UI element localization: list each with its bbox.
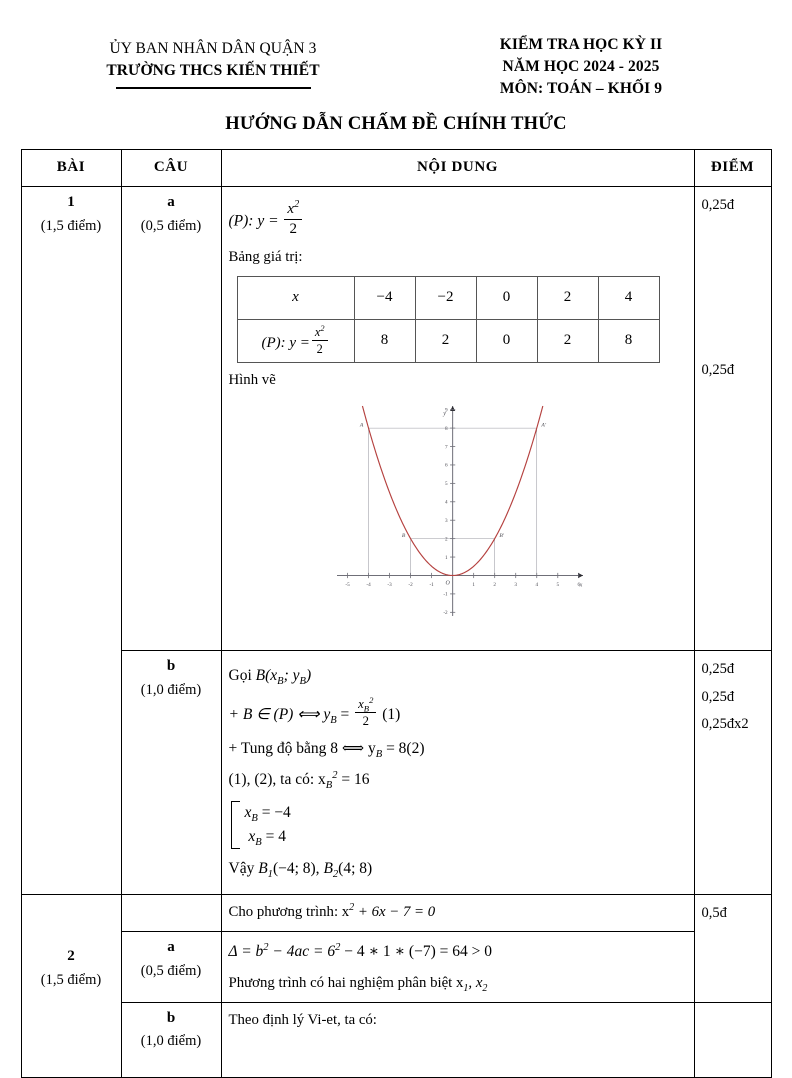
table-row [21, 651, 771, 895]
step-3-value: = 16 [341, 771, 370, 789]
value-table-x-symbol: x [292, 288, 299, 305]
two-roots-conclusion [229, 973, 687, 994]
exam-name: KIỂM TRA HỌC KỲ II [499, 36, 663, 53]
x-tick-label--5: -5 [344, 582, 350, 589]
value-table-cell: 0 [476, 276, 537, 319]
parabola-denominator: 2 [289, 221, 298, 238]
step-3-combine: (1), (2), ta có: $x_B^2 = 16$ [228, 770, 370, 792]
question-2-number: 2 [67, 948, 75, 965]
x-tick-label--3: -3 [386, 582, 392, 589]
define-point-b [229, 665, 687, 687]
x-tick-label-3: 3 [513, 582, 517, 589]
x-axis-label: x [579, 582, 582, 589]
school-name: TRƯỜNG THCS KIẾN THIẾT [106, 62, 320, 79]
column-header-diem: ĐIỂM [694, 150, 771, 187]
table-row [21, 1002, 771, 1077]
document-header [0, 0, 792, 100]
step-1-text: + B ∈ (P) ⟺ y [228, 705, 331, 723]
value-table-cell: 0 [476, 319, 537, 362]
parabola-equation-prefix: (P): y = [228, 212, 279, 230]
conclusion-points: Vậy $B_1(-4$; 8), $B_2(4$; 8) [228, 859, 373, 880]
y-tick-label-1: 1 [444, 555, 448, 562]
discriminant-rest2: − 4 ∗ 1 ∗ (−7) = 64 > 0 [344, 942, 492, 960]
value-table-row-y [237, 319, 659, 362]
value-table-cell: 2 [415, 319, 476, 362]
define-point-b-expr: $B(x_B$; $y_B$) [255, 667, 312, 688]
discriminant-rest: − 4ac = 6 [272, 942, 336, 960]
two-roots-text: Phương trình có hai nghiệm phân biệt x [228, 975, 464, 992]
discriminant-text: Δ = b [228, 942, 264, 960]
points-value: 0,25đ [701, 362, 735, 379]
equation-statement: Cho phương trình: $x^2 + 6x - 7 = 0$ [228, 902, 436, 921]
brace-solutions [245, 801, 291, 849]
value-table-cell: 4 [598, 276, 659, 319]
x-tick-label-2: 2 [492, 582, 496, 589]
parabola-fraction [284, 198, 302, 239]
y-tick-label-5: 5 [444, 481, 448, 488]
question-2b-content-cell [221, 1002, 694, 1077]
brace-bracket [231, 801, 240, 849]
parabola-equation [228, 198, 687, 239]
point-label-B: B [401, 533, 405, 540]
points-value: 0,25đ [701, 688, 735, 705]
solution-row: $x_B = -4$ [244, 803, 291, 824]
step-1-den: 2 [362, 714, 369, 729]
value-table-row-x [237, 276, 659, 319]
school-year: NĂM HỌC 2024 - 2025 [502, 58, 660, 75]
point-label-A': A' [540, 422, 546, 429]
solution-row: $x_B = 4$ [248, 827, 286, 848]
column-header-bai: BÀI [21, 150, 121, 187]
issuing-authority: ỦY BAN NHÂN DÂN QUẬN 3 [109, 40, 317, 57]
two-roots-mid: , x [468, 975, 483, 992]
value-table-intro: Bảng giá trị: [228, 249, 303, 266]
value-table-cell: 2 [537, 276, 598, 319]
question-1a-content-cell [221, 186, 694, 650]
value-table-cell: 8 [598, 319, 659, 362]
question-2-points: (1,5 điểm) [40, 972, 102, 989]
question-1b-content-cell [221, 651, 694, 895]
question-2b-letter: b [166, 1009, 176, 1026]
value-table-y-prefix: (P): y = [261, 334, 310, 351]
page-title: HƯỚNG DẪN CHẤM ĐỀ CHÍNH THỨC [225, 114, 567, 134]
question-2b-points: (1,0 điểm) [140, 1033, 202, 1050]
solution-brace-block [231, 801, 687, 849]
points-value: 0,25đ [701, 196, 735, 213]
step-1-ref: (1) [382, 705, 401, 723]
y-axis-label: y [442, 411, 446, 418]
y-tick-label--1: -1 [442, 591, 448, 598]
parabola-graph [229, 398, 687, 637]
question-1a-points-cell [694, 186, 771, 650]
question-2b-points-cell [694, 1002, 771, 1077]
question-1-points: (1,5 điểm) [40, 217, 102, 234]
step-2-text: + Tung độ bằng 8 ⟺ y [228, 739, 376, 757]
step-1-fraction [355, 694, 376, 729]
grading-table [21, 149, 772, 1078]
x-tick-label--1: -1 [428, 582, 434, 589]
point-label-A: A [359, 422, 363, 429]
x-tick-label--4: -4 [365, 582, 371, 589]
discriminant-line: $\Delta = b^2 - 4ac = 6^2 - 4$ ∗ 1 ∗ (−7) = 64 > 0 [228, 941, 492, 960]
question-1b-letter: b [166, 658, 176, 675]
points-value: 0,5đ [701, 905, 727, 922]
y-tick-label--2: -2 [442, 610, 448, 617]
x-tick-label-4: 4 [534, 582, 538, 589]
question-1b-label-cell [121, 651, 221, 895]
question-1-label-cell [21, 186, 121, 895]
table-row [21, 895, 771, 931]
solution-value: = −4 [261, 803, 291, 821]
value-table-cell: −2 [415, 276, 476, 319]
value-table-cell: −4 [354, 276, 415, 319]
parabola-numerator [284, 198, 302, 220]
table-header-row [21, 150, 771, 187]
parabola-graph-svg [323, 398, 593, 630]
header-divider-rule [116, 87, 311, 89]
question-2b-label-cell [121, 1002, 221, 1077]
value-table-y-fraction [312, 325, 328, 356]
value-table-cell: 8 [354, 319, 415, 362]
solution-value: = 4 [265, 827, 286, 845]
parabola-num-exponent: 2 [294, 198, 300, 210]
origin-label: O [444, 580, 450, 587]
conclusion-b1: (−4; 8), [272, 859, 320, 877]
step-2-ordinate: + Tung độ bằng 8 ⟺ $y_B = 8(2)$ [228, 739, 425, 760]
y-tick-label-2: 2 [444, 536, 448, 543]
x-tick-label-5: 5 [555, 582, 559, 589]
question-2-intro-cell [221, 895, 694, 931]
value-table [237, 276, 660, 363]
x-tick-label--2: -2 [407, 582, 413, 589]
value-table-y-den: 2 [316, 342, 323, 357]
table-row [21, 186, 771, 650]
column-header-cau: CÂU [121, 150, 221, 187]
y-tick-label-3: 3 [444, 518, 448, 525]
step-1-num: $x_B^2$ [355, 697, 376, 714]
question-2a-letter: a [167, 938, 175, 955]
value-table-row-label-y [237, 319, 354, 362]
table-row [21, 931, 771, 1002]
x-tick-label-1: 1 [471, 582, 475, 589]
header-right-block [398, 34, 764, 100]
step-3-text: (1), (2), ta có: x [228, 771, 326, 789]
question-1a-letter: a [167, 193, 175, 210]
value-table-y-num-exp: 2 [320, 324, 325, 334]
root-subscript-2: 2 [482, 983, 488, 995]
y-tick-label-7: 7 [444, 444, 448, 451]
header-left-block [28, 34, 398, 89]
question-2a-points: (0,5 điểm) [140, 962, 202, 979]
step-1-membership: + B ∈ (P) ⟺ $y_B$ = $\frac{x_B^2}{2}$ (1) [228, 694, 401, 729]
value-table-y-num-x: x [314, 325, 321, 340]
step-2-value: = 8(2) [386, 739, 425, 757]
parabola-num-x: x [287, 200, 295, 217]
question-1a-label-cell [121, 186, 221, 650]
x-tick-label-6: 6 [576, 582, 580, 589]
points-value: 0,25đ [701, 661, 735, 678]
y-axis-arrow [450, 406, 455, 411]
equation-statement-rest: + 6x − 7 = 0 [357, 904, 436, 921]
column-header-noi-dung: NỘI DUNG [221, 150, 694, 187]
question-1a-points: (0,5 điểm) [140, 217, 202, 234]
y-tick-label-9: 9 [444, 407, 448, 414]
question-2a-points-cell [694, 895, 771, 1002]
question-2a-content-cell [221, 931, 694, 1002]
question-1b-points-cell [694, 651, 771, 895]
question-2a-label-cell [121, 931, 221, 1002]
value-table-row-label-x [237, 276, 354, 319]
y-tick-label-4: 4 [444, 499, 448, 506]
subject-grade: MÔN: TOÁN – KHỐI 9 [499, 80, 663, 97]
question-2-intro-cau-cell [121, 895, 221, 931]
vieta-line: Theo định lý Vi-et, ta có: [228, 1011, 377, 1028]
question-2-label-cell [21, 895, 121, 1077]
equation-statement-text: Cho phương trình: x [228, 904, 350, 921]
points-value: 0,25đx2 [701, 716, 749, 733]
question-1b-points: (1,0 điểm) [140, 681, 202, 698]
value-table-cell: 2 [537, 319, 598, 362]
define-point-b-text: Gọi [228, 667, 252, 685]
y-tick-label-8: 8 [444, 426, 448, 433]
root-subscript-1: 1 [463, 983, 469, 995]
y-tick-label-6: 6 [444, 462, 448, 469]
conclusion-b2: (4; 8) [338, 859, 373, 877]
figure-label: Hình vẽ [228, 371, 276, 388]
question-1-number: 1 [67, 193, 75, 210]
value-table-y-num [312, 325, 328, 341]
conclusion-prefix: Vậy [228, 859, 255, 877]
point-label-B': B' [498, 533, 504, 540]
